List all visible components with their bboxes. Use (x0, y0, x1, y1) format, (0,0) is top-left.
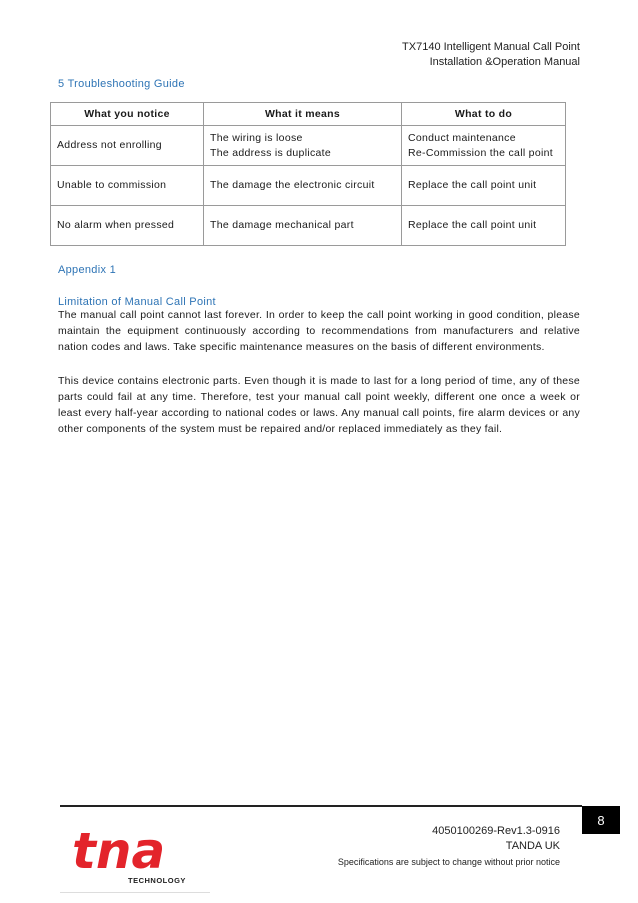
header-title: TX7140 Intelligent Manual Call Point (402, 41, 580, 53)
table-cell-notice: Address not enrolling (51, 126, 204, 166)
table-header-row (51, 103, 566, 126)
table-cell-means (204, 166, 402, 206)
column-header: What to do (402, 103, 566, 126)
table-row (51, 166, 566, 206)
table-cell-todo (402, 206, 566, 246)
cell-line: The damage the electronic circuit (210, 179, 375, 191)
appendix-subheading: Limitation of Manual Call Point (58, 296, 216, 308)
appendix-title: Appendix 1 (58, 264, 117, 276)
column-header: What it means (204, 103, 402, 126)
footer-divider (60, 805, 582, 807)
cell-line: Replace the call point unit (408, 179, 537, 191)
cell-line: Conduct maintenance (408, 131, 516, 144)
logo-subtext: TECHNOLOGY (128, 876, 186, 885)
footer-info (432, 824, 560, 854)
table-cell-notice: No alarm when pressed (51, 206, 204, 246)
company-logo (70, 824, 196, 886)
table-row (51, 206, 566, 246)
document-number: 4050100269-Rev1.3-0916 (432, 825, 560, 837)
section-title: 5 Troubleshooting Guide (58, 78, 185, 90)
page-number: 8 (582, 806, 620, 834)
cell-line: The wiring is loose (210, 131, 303, 144)
table-cell-means (204, 206, 402, 246)
document-header (402, 40, 580, 70)
cell-line: Replace the call point unit (408, 219, 537, 231)
table-cell-todo (402, 126, 566, 166)
troubleshooting-table (50, 102, 566, 246)
appendix-paragraph: The manual call point cannot last forever. In order to keep the call point working in good condition, please maintain the equipment continuously according to recommendations from manufacturers and relative nation codes and laws. Take specific maintenance measures on the basis of different environments. (58, 309, 580, 353)
header-subtitle: Installation &Operation Manual (429, 56, 580, 68)
table-cell-notice: Unable to commission (51, 166, 204, 206)
logo-wordmark: tna (72, 824, 166, 880)
company-name: TANDA UK (505, 840, 560, 852)
logo-underline (60, 892, 210, 893)
table-cell-means (204, 126, 402, 166)
table-cell-todo (402, 166, 566, 206)
appendix-paragraph: This device contains electronic parts. Even though it is made to last for a long period of time, any of these parts could fail at any time. Therefore, test your manual call point weekly, different one once a week or least every half-year according to national codes or laws. Any manual call points, fire alarm devices or any other components of the system must be repaired and/or replaced immediately as they fail. (58, 375, 580, 435)
column-header: What you notice (51, 103, 204, 126)
footer-note: Specifications are subject to change without prior notice (337, 857, 560, 867)
table-row (51, 126, 566, 166)
cell-line: Re-Commission the call point (408, 146, 553, 159)
cell-line: The address is duplicate (210, 146, 332, 159)
cell-line: The damage mechanical part (210, 219, 354, 231)
